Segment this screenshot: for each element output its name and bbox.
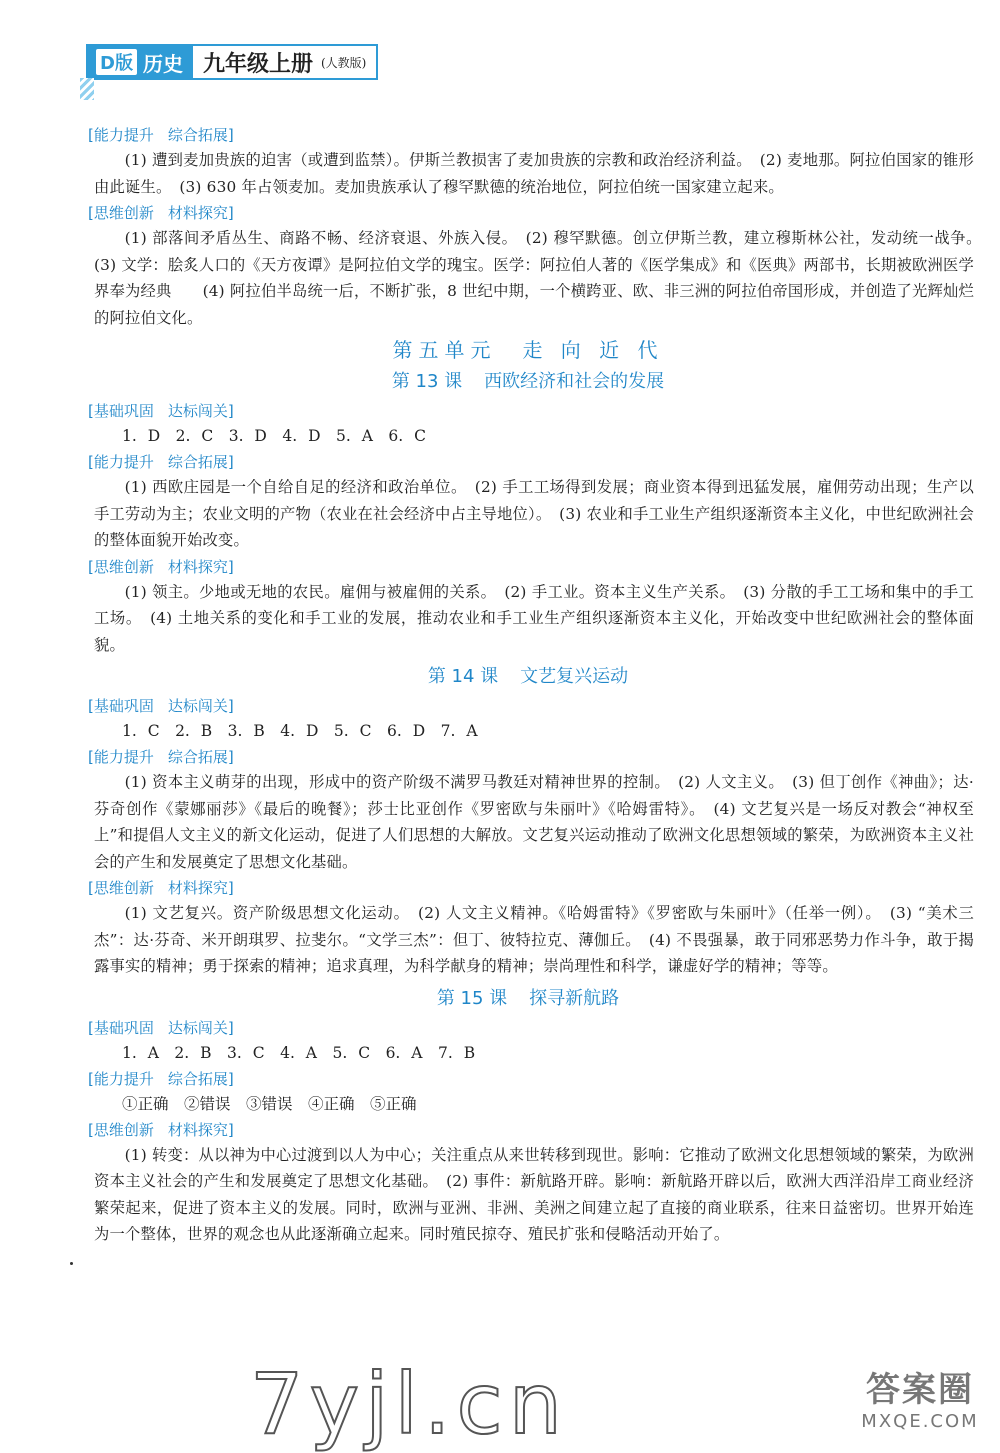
multiple-choice-answers: 1. A 2. B 3. C 4. A 5. C 6. A 7. B — [122, 1043, 476, 1062]
lesson-title: 第 14 课 文艺复兴运动 — [427, 666, 629, 687]
brand-logo-domain: MXQE.COM — [861, 1411, 979, 1432]
section-label-ability: [能力提升 综合拓展] — [88, 748, 234, 766]
answer-paragraph: (1) 转变：从以神为中心过渡到以人为中心；关注重点从来世转移到现世。影响：它推动了欧洲文化思想领域的繁荣，为欧洲资本主义社会的产生和发展奠定了思想文化基础。 (2) 事件：新航路开辟。影响：新航路开辟以后，欧洲大西洋沿岸工商业经济繁荣起来，促进了资本主义的发展。同时，欧洲与亚洲、非洲、美洲之间建立起了直接的商业联系，往来日益密切。世界开始连为一个整体，世界的观念也从此逐渐确立起来。同时殖民掠夺、殖民扩张和侵略活动开始了。 — [94, 1145, 974, 1243]
section-label-ability: [能力提升 综合拓展] — [88, 1069, 234, 1088]
lesson-title: 第 13 课 西欧经济和社会的发展 — [391, 371, 665, 392]
answer-paragraph: (1) 部落间矛盾丛生、商路不畅、经济衰退、外族入侵。 (2) 穆罕默德。创立伊斯兰教，建立穆斯林公社，发动统一战争。 (3) 文学：脍炙人口的《天方夜谭》是阿拉伯文学的瑰宝。医学：阿拉伯人著的《医学集成》和《医典》两部书，长期被欧洲医学界奉为经典 (4) 阿拉伯半岛统一后，不断扩张，8 世纪中期，一个横跨亚、欧、非三洲的阿拉伯帝国形成，并创造了光辉灿烂的阿拉伯文化。 — [94, 229, 990, 327]
answer-paragraph: (1) 文艺复兴。资产阶级思想文化运动。 (2) 人文主义精神。《哈姆雷特》《罗密欧与朱丽叶》（任举一例）。 (3) “美术三杰”：达·芬奇、米开朗琪罗、拉斐尔。“文学三杰”：但丁、彼特拉克、薄伽丘。 (4) 不畏强暴，敢于同邪恶势力作斗争，敢于揭露事实的精神；勇于探索的精神；追求真理，为科学献身的精神；崇尚理性和科学，谦虚好学的精神；等等。 — [94, 904, 974, 975]
answers-content — [82, 122, 990, 1248]
edition-subject-tag — [86, 44, 193, 80]
header-stripe-decoration — [80, 78, 94, 100]
subject-name: 历史 — [142, 51, 183, 76]
answer-paragraph: (1) 西欧庄园是一个自给自足的经济和政治单位。 (2) 手工工场得到发展；商业资本得到迅猛发展，雇佣劳动出现；生产以手工劳动为主；农业文明的产物（农业在社会经济中占主导地位）。 (3) 农业和手工业生产组织逐渐资本主义化，中世纪欧洲社会的整体面貌开始改变。 — [94, 478, 974, 549]
section-label-thinking: [思维创新 材料探究] — [88, 204, 234, 222]
multiple-choice-answers: 1. D 2. C 3. D 4. D 5. A 6. C — [122, 427, 426, 445]
section-label-thinking: [思维创新 材料探究] — [88, 1120, 234, 1139]
page-header — [86, 44, 378, 80]
unit-title: 第五单元 走 向 近 代 — [392, 338, 664, 362]
section-label-ability: [能力提升 综合拓展] — [88, 126, 234, 144]
grade-label: 九年级上册 — [202, 50, 313, 77]
grade-box — [193, 44, 378, 80]
answer-paragraph: (1) 遭到麦加贵族的迫害（或遭到监禁）。伊斯兰教损害了麦加贵族的宗教和政治经济利益。 (2) 麦地那。阿拉伯国家的锥形由此诞生。 (3) 630 年占领麦加。麦加贵族承认了穆罕默德的统治地位，阿拉伯统一国家建立起来。 — [94, 151, 974, 196]
brand-logo-title: 答案圈 — [866, 1370, 974, 1410]
edition-letter: D版 — [96, 49, 137, 75]
stray-dot — [70, 1262, 73, 1265]
answer-paragraph: (1) 领主。少地或无地的农民。雇佣与被雇佣的关系。 (2) 手工业。资本主义生产关系。 (3) 分散的手工工场和集中的手工工场。 (4) 土地关系的变化和手工业的发展，推动农业和手工业生产组织逐渐资本主义化，开始改变中世纪欧洲社会的整体面貌。 — [94, 582, 974, 654]
section-label-basic: [基础巩固 达标闯关] — [88, 1018, 234, 1037]
section-label-thinking: [思维创新 材料探究] — [88, 557, 234, 576]
multiple-choice-answers: 1. C 2. B 3. B 4. D 5. C 6. D 7. A — [122, 722, 478, 740]
true-false-answers: ①正确 ②错误 ③错误 ④正确 ⑤正确 — [122, 1094, 417, 1113]
section-label-ability: [能力提升 综合拓展] — [88, 453, 234, 471]
watermark-text: 7yjl.cn — [250, 1355, 568, 1453]
lesson-title: 第 15 课 探寻新航路 — [436, 987, 620, 1009]
answer-paragraph: (1) 资本主义萌芽的出现，形成中的资产阶级不满罗马教廷对精神世界的控制。 (2) 人文主义。 (3) 但丁创作《神曲》；达·芬奇创作《蒙娜丽莎》《最后的晚餐》；莎士比亚创作《罗密欧与朱丽叶》《哈姆雷特》。 (4) 文艺复兴是一场反对教会“神权至上”和提倡人文主义的新文化运动，促进了人们思想的大解放。文艺复兴运动推动了欧洲文化思想领域的繁荣，为欧洲资本主义社会的产生和发展奠定了思想文化基础。 — [94, 773, 974, 871]
brand-logo — [850, 1362, 990, 1442]
section-label-basic: [基础巩固 达标闯关] — [88, 402, 234, 420]
publisher-label: (人教版) — [320, 55, 367, 70]
section-label-thinking: [思维创新 材料探究] — [88, 879, 234, 897]
section-label-basic: [基础巩固 达标闯关] — [88, 697, 234, 715]
